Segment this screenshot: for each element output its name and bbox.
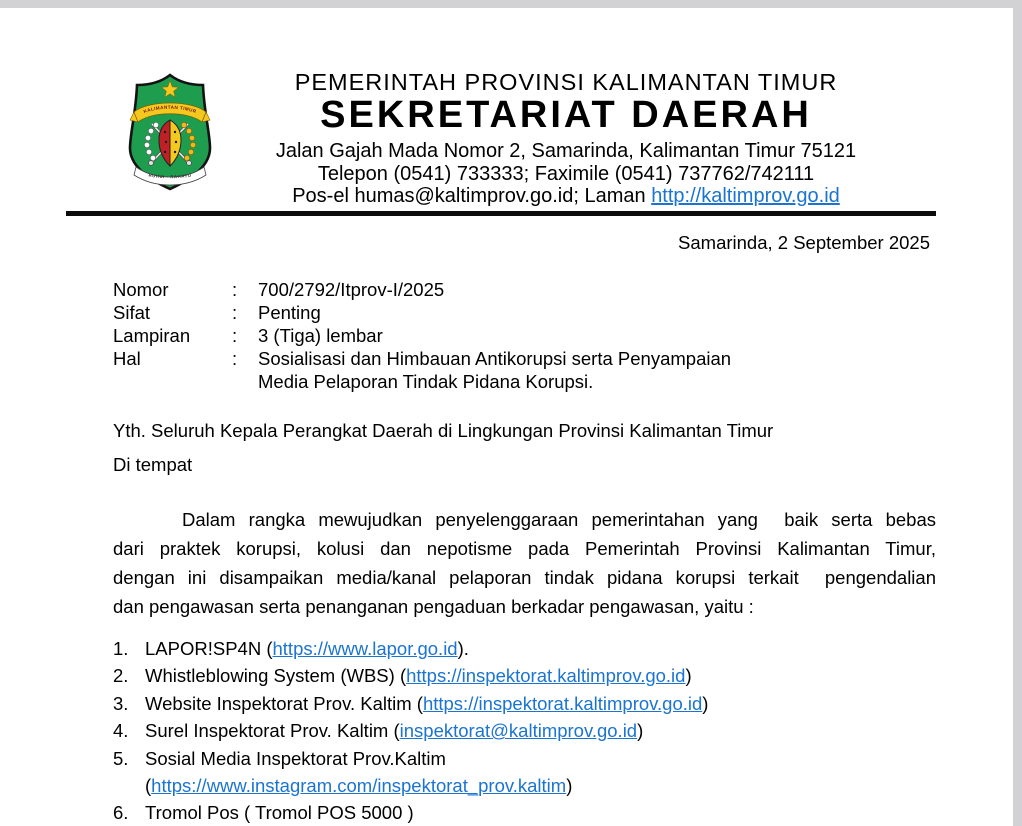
list-item-number: 6. xyxy=(113,802,129,824)
list-item-number: 5. xyxy=(113,747,129,769)
channels-list xyxy=(113,635,936,826)
recipient-line: Yth. Seluruh Kepala Perangkat Daerah di Lingkungan Provinsi Kalimantan Timur xyxy=(113,420,774,441)
letterhead-address-line: Jalan Gajah Mada Nomor 2, Samarinda, Kalimantan Timur 75121 xyxy=(275,140,857,162)
list-item-line xyxy=(145,799,936,826)
list-item-content xyxy=(145,745,936,800)
meta-colon: : xyxy=(232,325,238,346)
list-item-line xyxy=(145,745,936,772)
body-paragraph xyxy=(113,505,936,621)
list-item-line xyxy=(145,690,936,717)
meta-row xyxy=(113,278,936,301)
meta-colon: : xyxy=(232,348,238,369)
list-item-number: 4. xyxy=(113,720,129,742)
channel-link[interactable]: https://inspektorat.kaltimprov.go.id xyxy=(422,692,703,714)
meta-value-line: 3 (Tiga) lembar xyxy=(258,325,383,346)
channel-text: Surel Inspektorat Prov. Kaltim ( xyxy=(145,720,400,742)
list-item-line xyxy=(145,635,936,662)
meta-value xyxy=(258,324,936,347)
meta-value-line: 700/2792/Itprov-I/2025 xyxy=(258,279,445,300)
channel-link[interactable]: https://www.lapor.go.id xyxy=(272,638,458,659)
list-item-content xyxy=(145,690,936,717)
meta-value-line: Media Pelaporan Tindak Pidana Korupsi. xyxy=(258,371,594,392)
channel-text: Website Inspektorat Prov. Kaltim ( xyxy=(145,692,423,714)
letterhead-phone-line: Telepon (0541) 733333; Faximile (0541) 737762/742111 xyxy=(317,163,815,185)
list-item-content xyxy=(145,662,936,689)
recipient-place-line: Di tempat xyxy=(113,454,193,475)
channel-link[interactable]: https://inspektorat.kaltimprov.go.id xyxy=(406,665,686,687)
channel-text: ) xyxy=(702,692,709,714)
letterhead-government-line: PEMERINTAH PROVINSI KALIMANTAN TIMUR xyxy=(294,69,838,95)
channel-text: LAPOR!SP4N ( xyxy=(145,638,273,659)
letterhead-website-link[interactable]: http://kaltimprov.go.id xyxy=(651,185,840,207)
channel-text: ) xyxy=(566,775,573,797)
letterhead-email-line xyxy=(196,185,936,208)
list-item-content xyxy=(145,799,936,826)
letterhead-email-text: Pos-el humas@kaltimprov.go.id; Laman xyxy=(292,185,652,207)
channel-text: Whistleblowing System (WBS) ( xyxy=(145,665,407,687)
meta-value xyxy=(258,301,936,324)
list-item xyxy=(113,635,936,662)
channel-text: ). xyxy=(457,638,469,659)
channel-text: ( xyxy=(145,775,152,797)
list-item-content xyxy=(145,717,936,744)
viewer-background-right-edge xyxy=(1013,0,1022,826)
list-item-number: 3. xyxy=(113,692,129,714)
letterhead-divider-rule xyxy=(66,211,936,216)
paragraph-line: dan pengawasan serta penanganan pengaduan berkadar pengawasan, yaitu : xyxy=(113,596,754,617)
channel-link[interactable]: https://www.instagram.com/inspektorat_prov.kaltim xyxy=(151,775,567,797)
meta-label: Hal xyxy=(113,348,141,369)
list-item-number: 1. xyxy=(113,638,129,659)
meta-value-line: Penting xyxy=(258,302,321,323)
crest-motto-text: RUHUI - RAHAYU xyxy=(148,172,192,180)
meta-row xyxy=(113,347,936,393)
meta-colon: : xyxy=(232,302,238,323)
letter-meta-block xyxy=(113,278,936,393)
meta-label: Lampiran xyxy=(113,325,191,346)
list-item-line xyxy=(145,717,936,744)
meta-value xyxy=(258,347,936,393)
channel-text: Sosial Media Inspektorat Prov.Kaltim xyxy=(145,747,446,769)
paragraph-line: Dalam rangka mewujudkan penyelenggaraan pemerintahan yang baik serta bebas xyxy=(182,509,936,530)
crest-banner-text: KALIMANTAN TIMUR xyxy=(142,104,198,115)
channel-text: ) xyxy=(685,665,692,687)
list-item-line xyxy=(145,772,936,799)
list-item xyxy=(113,717,936,744)
channel-text: ) xyxy=(637,720,644,742)
list-item xyxy=(113,799,936,826)
paragraph-line: dengan ini disampaikan media/kanal pelaporan tindak pidana korupsi terkait pengendalian xyxy=(113,567,936,588)
viewer-background-top-edge xyxy=(0,0,1022,8)
list-item xyxy=(113,690,936,717)
list-item xyxy=(113,662,936,689)
meta-label: Nomor xyxy=(113,279,169,300)
list-item-line xyxy=(145,662,936,689)
paragraph-line: dari praktek korupsi, kolusi dan nepotisme pada Pemerintah Provinsi Kalimantan Timur, xyxy=(113,538,936,559)
meta-row xyxy=(113,301,936,324)
channel-text: Tromol Pos ( Tromol POS 5000 ) xyxy=(145,802,414,824)
letterhead-department-title: SEKRETARIAT DAERAH xyxy=(320,94,812,136)
meta-label: Sifat xyxy=(113,302,151,323)
list-item-content xyxy=(145,635,936,662)
channel-link[interactable]: inspektorat@kaltimprov.go.id xyxy=(399,720,638,742)
meta-colon: : xyxy=(232,279,238,300)
letter-date: Samarinda, 2 September 2025 xyxy=(678,232,930,253)
meta-value-line: Sosialisasi dan Himbauan Antikorupsi serta Penyampaian xyxy=(258,348,732,369)
meta-value xyxy=(258,278,936,301)
list-item xyxy=(113,745,936,800)
meta-row xyxy=(113,324,936,347)
list-item-number: 2. xyxy=(113,665,129,687)
